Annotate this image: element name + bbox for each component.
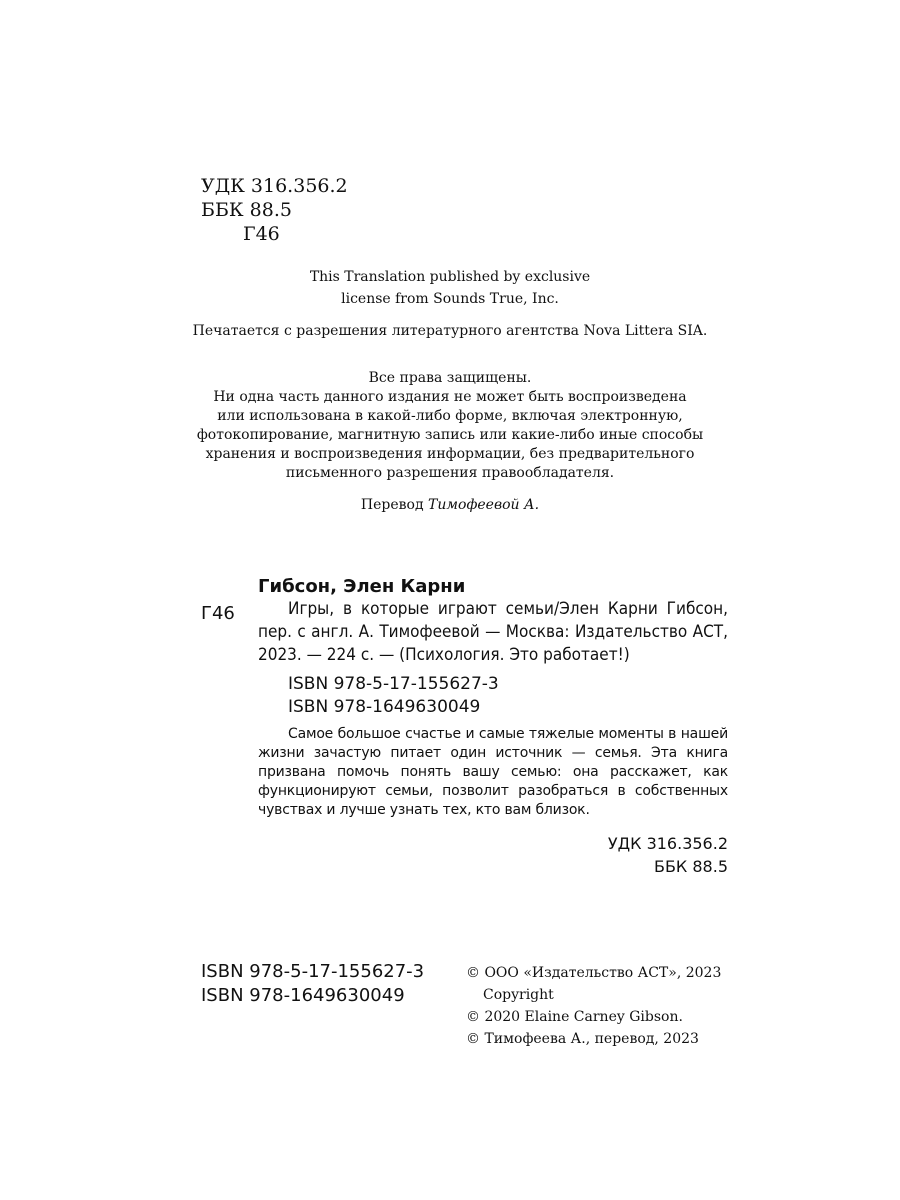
copyright-line: Copyright	[483, 987, 554, 1003]
translator-prefix: Перевод	[360, 497, 429, 513]
translator-name: Тимофеевой А.	[428, 497, 540, 513]
bottom-isbn: ISBN 978-5-17-155627-3	[201, 961, 425, 982]
agency-notice: Печатается с разрешения литературного агентства Nova Littera SIA.	[192, 323, 708, 339]
record-bbk: ББК 88.5	[653, 857, 728, 876]
record-description: Игры, в которые играют семьи/Элен Карни Гибсон, пер. с англ. А. Тимофеевой — Москва: Издательство АСТ, 2023. — 224 с. — (Психология. Это работает!)	[258, 599, 728, 665]
rights-notice	[130, 369, 770, 483]
record-udk: УДК 316.356.2	[607, 834, 728, 853]
rights-line: фотокопирование, магнитную запись или какие-либо иные способы	[196, 427, 704, 443]
record-author: Гибсон, Элен Карни	[258, 576, 466, 597]
rights-line: Все права защищены.	[368, 370, 532, 386]
author-mark: Г46	[243, 223, 280, 245]
bbk-code: ББК 88.5	[201, 199, 292, 221]
rights-line: письменного разрешения правообладателя.	[285, 465, 615, 481]
rights-line: Ни одна часть данного издания не может быть воспроизведена	[213, 389, 687, 405]
copyright-line: © ООО «Издательство АСТ», 2023	[466, 965, 722, 981]
translator-credit	[180, 496, 720, 515]
rights-line: или использована в какой-либо форме, включая электронную,	[217, 408, 683, 424]
record-isbn: ISBN 978-5-17-155627-3	[288, 674, 499, 694]
rights-line: хранения и воспроизведения информации, без предварительного	[205, 446, 695, 462]
copyright-line: © 2020 Elaine Carney Gibson.	[466, 1009, 683, 1025]
record-annotation: Самое большое счастье и самые тяжелые моменты в нашей жизни зачастую питает один источник — семья. Эта книга призвана помочь понять вашу семью: она расскажет, как функционируют семьи, позволит разобраться в собственных чувствах и лучше узнать тех, кто вам близок.	[258, 726, 728, 818]
copyright-line: © Тимофеева А., перевод, 2023	[466, 1031, 699, 1047]
bibliographic-record	[258, 575, 728, 878]
bottom-isbn: ISBN 978-1649630049	[201, 985, 405, 1006]
translation-notice-line: This Translation published by exclusive	[309, 269, 591, 285]
record-side-code: Г46	[201, 603, 235, 624]
translation-notice	[180, 266, 720, 310]
record-isbn: ISBN 978-1649630049	[288, 697, 481, 717]
translation-notice-line: license from Sounds True, Inc.	[341, 291, 559, 307]
udk-code: УДК 316.356.2	[201, 175, 348, 197]
